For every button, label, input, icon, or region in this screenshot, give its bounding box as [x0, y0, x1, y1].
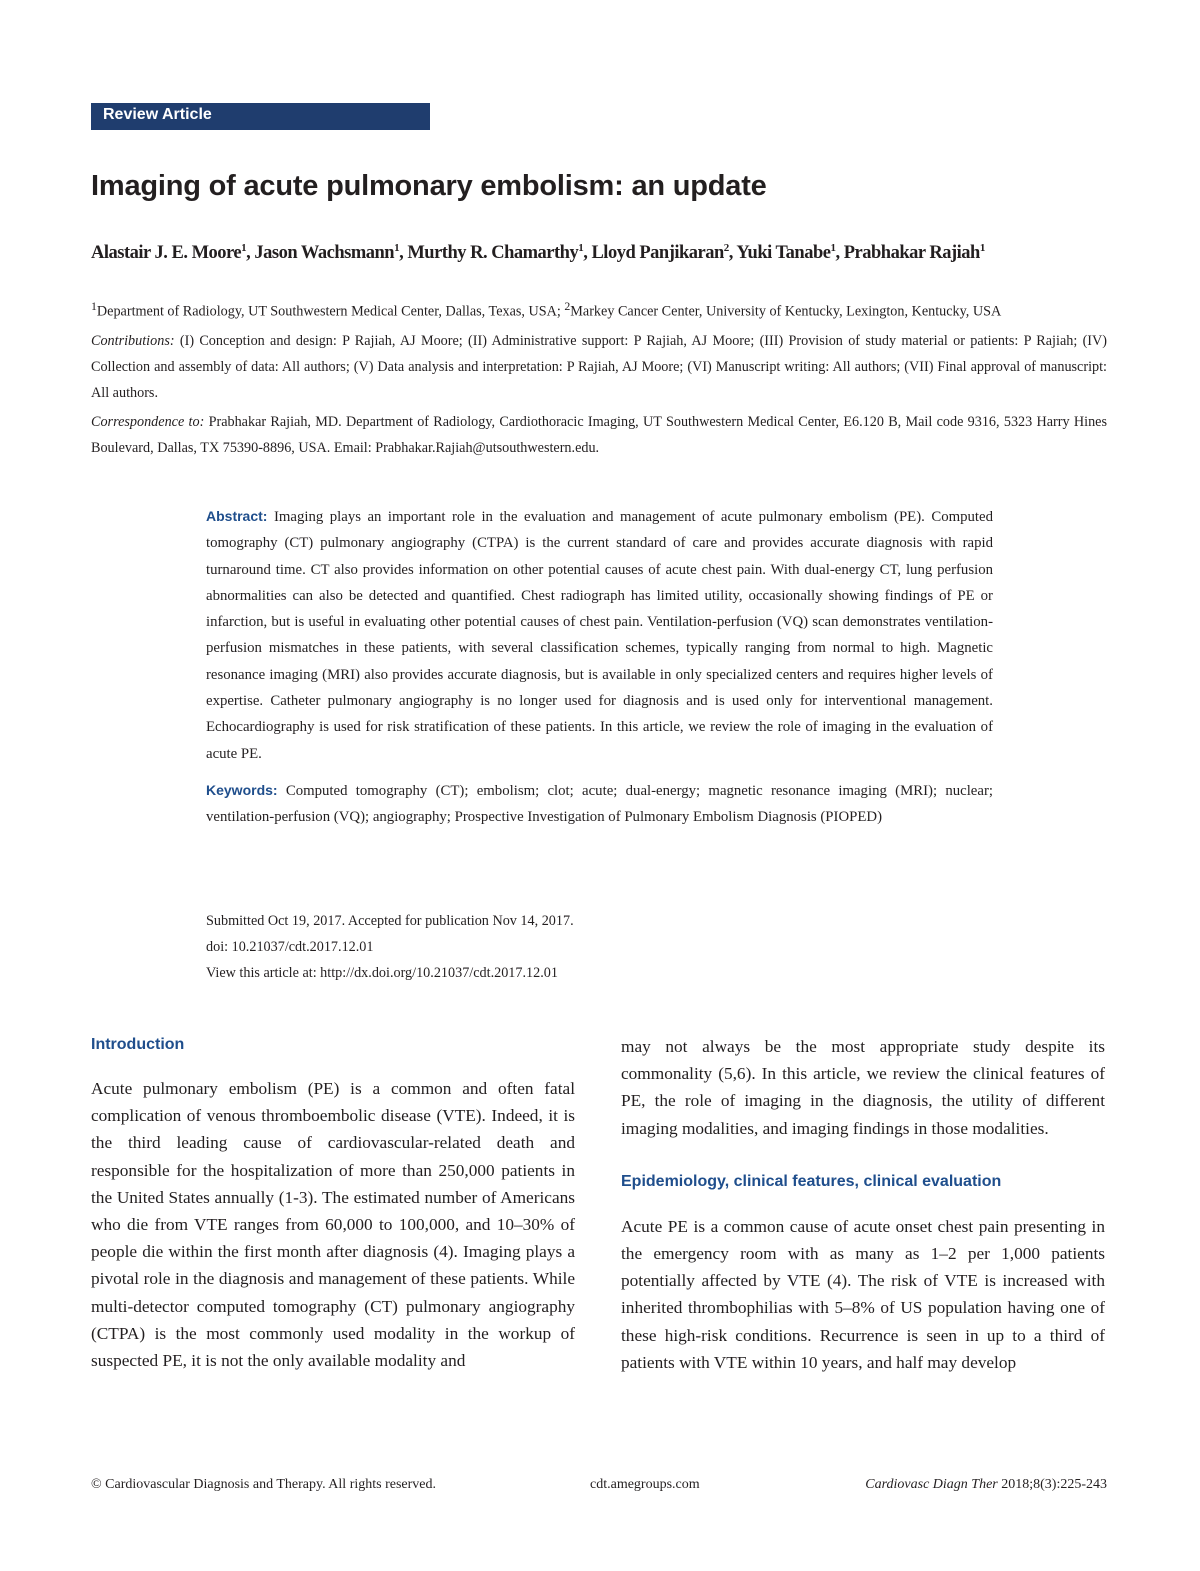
- page-footer: [91, 1477, 1107, 1501]
- author-affiliation-sup: 1: [578, 242, 584, 254]
- abstract: [206, 503, 993, 767]
- affiliations: $^1$Department of Radiology, UT Southwestern Medical Center, Dallas, Texas, USA; $^2$Markey Cancer Center, University of Kentucky, Lexington, Kentucky, USA: [91, 299, 1002, 320]
- author-list: Alastair J. E. Moore$^1$, Jason Wachsmann$^1$, Murthy R. Chamarthy$^1$, Lloyd Panjikaran$^2$, Yuki Tanabe$^1$, Prabhakar Rajiah$^1$: [91, 242, 985, 264]
- introduction-paragraph: Acute pulmonary embolism (PE) is a common and often fatal complication of venous thromboembolic disease (VTE). Indeed, it is the third leading cause of cardiovascular-related death and responsible for the hospitalization of more than 250,000 patients in the United States annually (1-3). The estimated number of Americans who die from VTE ranges from 60,000 to 100,000, and 10–30% of people die within the first month after diagnosis (4). Imaging plays a pivotal role in the diagnosis and management of these patients. While multi-detector computed tomography (CT) pulmonary angiography (CTPA) is the most commonly used modality in the workup of suspected PE, it is not the only available modality and: [91, 1079, 575, 1371]
- author-affiliation-sup: 1: [979, 242, 985, 254]
- keywords-text: Computed tomography (CT); embolism; clot; acute; dual-energy; magnetic resonance imaging (MRI); nuclear; ventilation-perfusion (VQ); angiography; Prospective Investigation of Pulmonary Embolism Diagnosis (PIOPED): [206, 782, 993, 826]
- author-affiliation-sup: 1: [830, 242, 836, 254]
- correspondence-text: Prabhakar Rajiah, MD. Department of Radiology, Cardiothoracic Imaging, UT Southwestern Medical Center, E6.120 B, Mail code 9316, 5323 Harry Hines Boulevard, Dallas, TX 75390-8896, USA. Email: Prabhakar.Rajiah@utsouthwestern.edu.: [91, 413, 1107, 456]
- article-type-label: Review Article: [103, 106, 212, 123]
- author-affiliation-sup: 1: [394, 242, 400, 254]
- left-column: [91, 1032, 575, 1374]
- abstract-text: Imaging plays an important role in the evaluation and management of acute pulmonary embolism (PE). Computed tomography (CT) pulmonary angiography (CTPA) is the current standard of care and provides accurate diagnosis with rapid turnaround time. CT also provides information on other potential causes of acute chest pain. With dual-energy CT, lung perfusion abnormalities can also be detected and quantified. Chest radiograph has limited utility, occasionally showing findings of PE or infarction, but is useful in evaluating other potential causes of chest pain. Ventilation-perfusion (VQ) scan demonstrates ventilation-perfusion mismatches in these patients, with several classification schemes, typically ranging from normal to high. Magnetic resonance imaging (MRI) also provides accurate diagnosis, but is available in only specialized centers and requires higher levels of expertise. Catheter pulmonary angiography is no longer used for diagnosis and is used only for interventional management. Echocardiography is used for risk stratification of these patients. In this article, we review the role of imaging in the evaluation of acute PE.: [206, 509, 993, 762]
- author-name: Prabhakar Rajiah: [843, 243, 980, 264]
- abstract-block: [206, 503, 993, 831]
- publication-meta: [206, 908, 993, 986]
- contributions: [91, 328, 1107, 406]
- right-column: [621, 1033, 1105, 1376]
- volume-pages: 2018;8(3):225-243: [997, 1477, 1107, 1492]
- submission-dates: Submitted Oct 19, 2017. Accepted for publication Nov 14, 2017.: [206, 913, 574, 929]
- keywords: [206, 777, 993, 831]
- author-name: Jason Wachsmann: [254, 243, 395, 264]
- section-heading-introduction: Introduction: [91, 1036, 185, 1053]
- article-type-banner: [91, 103, 430, 130]
- section-heading-epidemiology: Epidemiology, clinical features, clinical evaluation: [621, 1172, 1002, 1190]
- author-name: Yuki Tanabe: [736, 243, 831, 264]
- article-title: Imaging of acute pulmonary embolism: an update: [91, 170, 767, 202]
- contributions-text: (I) Conception and design: P Rajiah, AJ Moore; (II) Administrative support: P Rajiah, AJ Moore; (III) Provision of study material or patients: P Rajiah; (IV) Collection and assembly of data: All authors; (V) Data analysis and interpretation: P Rajiah, AJ Moore; (VI) Manuscript writing: All authors; (VII) Final approval of manuscript: All authors.: [91, 332, 1107, 401]
- front-matter: [91, 293, 1107, 461]
- epidemiology-paragraph: Acute PE is a common cause of acute onset chest pain presenting in the emergency room with as many as 1–2 per 1,000 patients potentially affected by VTE (4). The risk of VTE is increased with inherited thrombophilias with 5–8% of US population having one of these high-risk conditions. Recurrence is seen in up to a third of patients with VTE within 10 years, and half may develop: [621, 1216, 1105, 1372]
- journal-abbrev: Cardiovasc Diagn Ther: [865, 1477, 998, 1492]
- author-name: Lloyd Panjikaran: [591, 243, 724, 264]
- doi: doi: 10.21037/cdt.2017.12.01: [206, 939, 374, 955]
- abstract-label: Abstract:: [206, 508, 268, 524]
- author-name: Alastair J. E. Moore: [91, 243, 242, 264]
- introduction-continued: may not always be the most appropriate study despite its commonality (5,6). In this article, we review the clinical features of PE, the role of imaging in the diagnosis, the utility of different imaging modalities, and imaging findings in those modalities.: [621, 1037, 1105, 1138]
- correspondence-label: Correspondence to:: [91, 413, 205, 430]
- author-name: Murthy R. Chamarthy: [407, 243, 579, 264]
- author-affiliation-sup: 2: [723, 242, 729, 254]
- contributions-label: Contributions:: [91, 332, 175, 349]
- citation: [865, 1477, 1107, 1493]
- copyright-notice: © Cardiovascular Diagnosis and Therapy. All rights reserved.: [91, 1477, 436, 1492]
- article-link[interactable]: View this article at: http://dx.doi.org/10.21037/cdt.2017.12.01: [206, 965, 558, 981]
- author-affiliation-sup: 1: [241, 242, 247, 254]
- journal-website[interactable]: cdt.amegroups.com: [590, 1477, 700, 1492]
- keywords-label: Keywords:: [206, 781, 278, 798]
- correspondence: [91, 409, 1107, 461]
